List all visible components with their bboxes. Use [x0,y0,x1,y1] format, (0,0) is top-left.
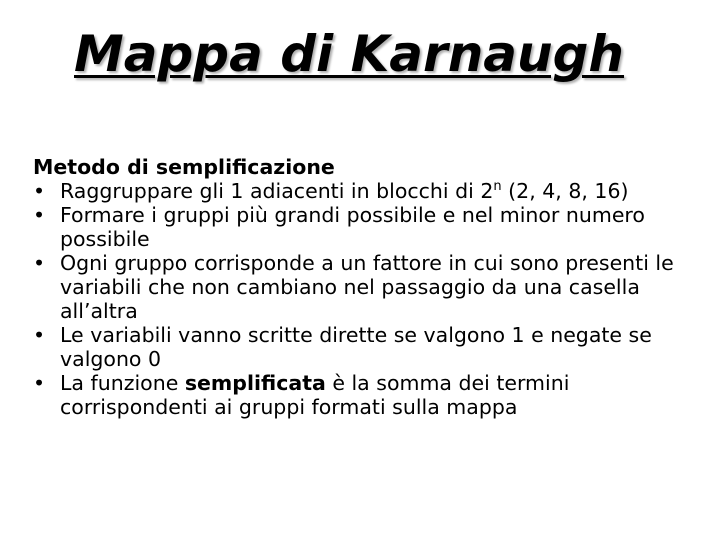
exponent-text: n [493,179,502,194]
bullet-text-continued: è la somma dei termini corrispondenti ai gruppi formati sulla mappa [60,371,570,419]
bullet-list [33,179,705,419]
bullet-item [33,251,705,323]
section-heading: Metodo di semplificazione [33,155,335,179]
slide-content [33,155,705,419]
bullet-text: Formare i gruppi più grandi possibile e nel minor numero possibile [60,203,645,251]
slide-title: Mappa di Karnaugh [74,25,625,83]
bullet-text: Le variabili vanno scritte dirette se valgono 1 e negate se valgono 0 [60,323,652,371]
bullet-item [33,179,705,203]
bullet-icon: • [33,371,46,395]
bullet-text-continued: (2, 4, 8, 16) [501,179,629,203]
bullet-text: Raggruppare gli 1 adiacenti in blocchi di 2 [60,179,494,203]
bullet-item [33,371,705,419]
bullet-text: La funzione [60,371,185,395]
emphasized-word: semplificata [184,371,326,395]
bullet-text: Ogni gruppo corrisponde a un fattore in cui sono presenti le variabili che non cambiano nel passaggio da una casella all’altra [60,251,674,323]
bullet-item [33,323,705,371]
bullet-icon: • [33,251,46,275]
bullet-icon: • [33,203,46,227]
bullet-icon: • [33,179,46,203]
bullet-icon: • [33,323,46,347]
bullet-item [33,203,705,251]
